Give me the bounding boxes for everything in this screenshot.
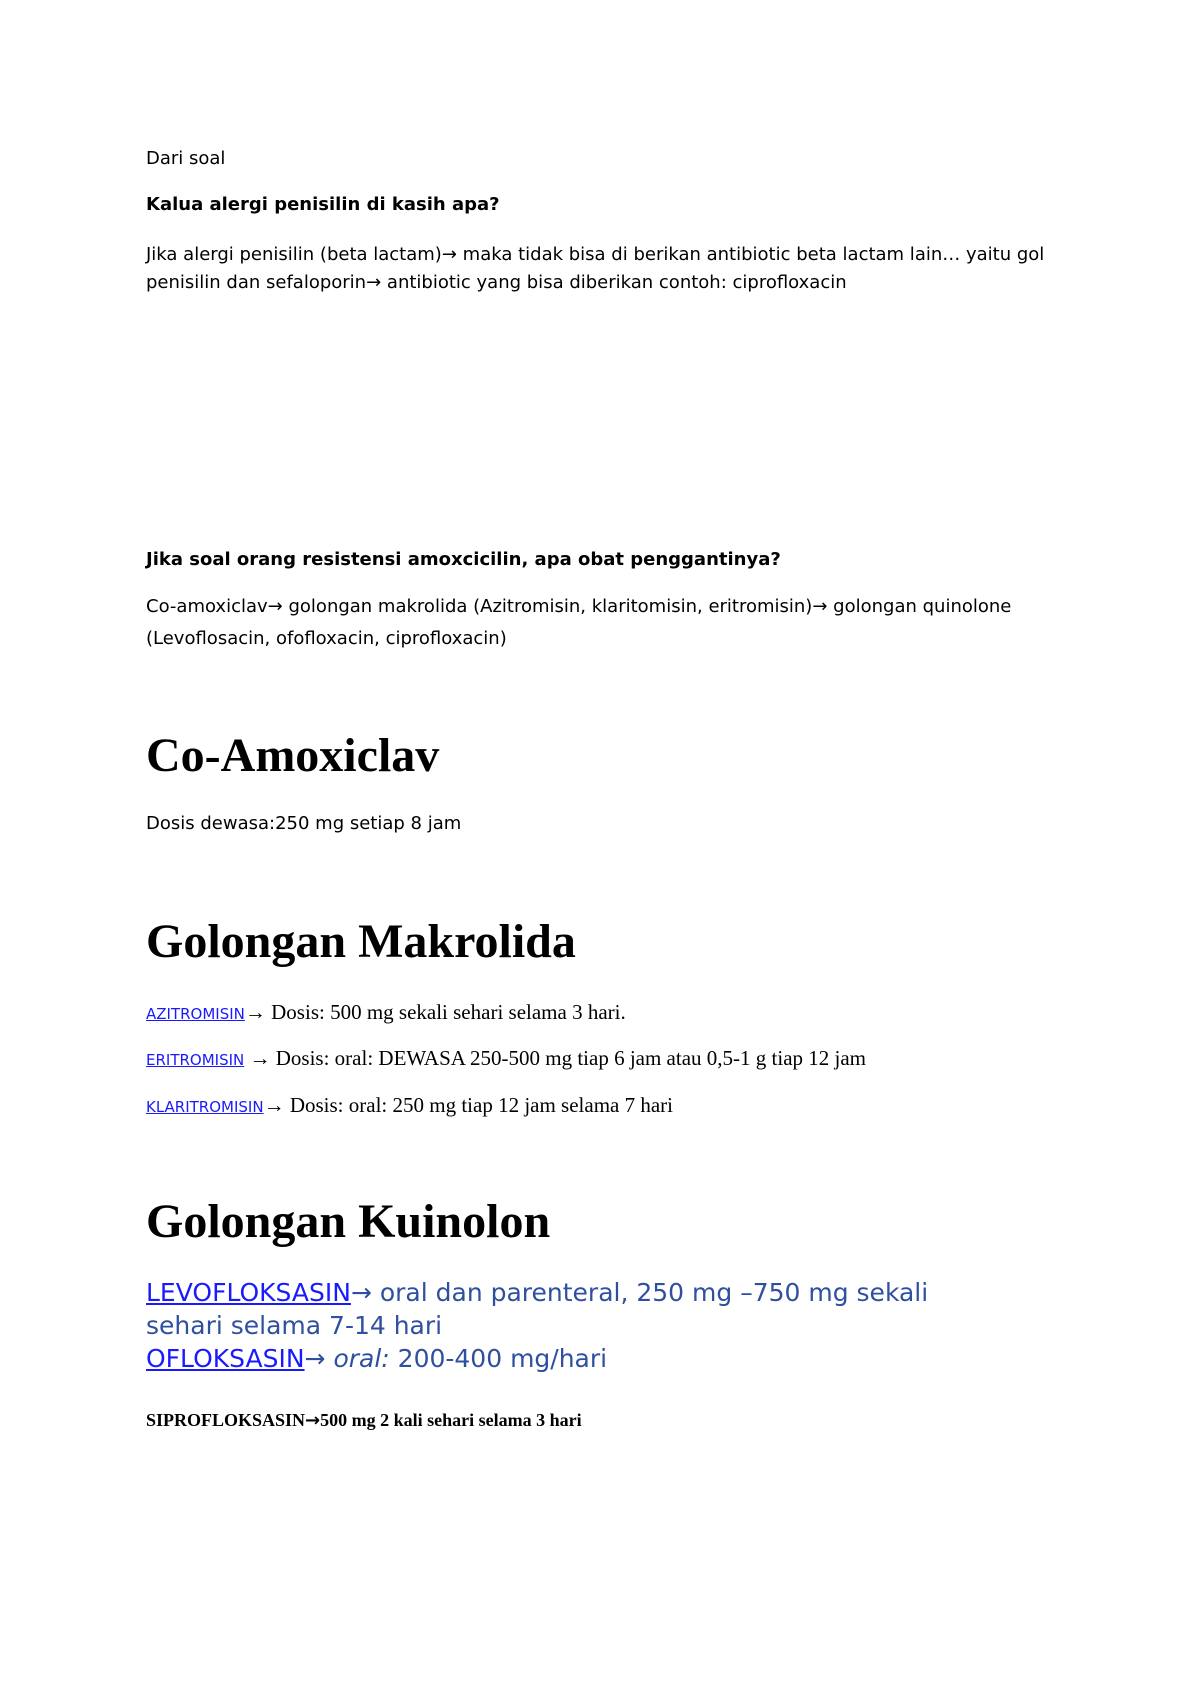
question-amoxicillin-resistance: Jika soal orang resistensi amoxcicilin, apa obat penggantinya? bbox=[146, 549, 781, 570]
dose-text: Dosis: oral: DEWASA 250-500 mg tiap 6 jam atau 0,5-1 g tiap 12 jam bbox=[270, 1046, 867, 1070]
arrow-icon: → bbox=[350, 1278, 372, 1307]
heading-golongan-kuinolon: Golongan Kuinolon bbox=[146, 1195, 551, 1248]
makrolida-item-azitromisin bbox=[146, 1000, 626, 1025]
arrow-icon: → bbox=[812, 596, 828, 617]
kuinolon-siprofloksasin bbox=[146, 1410, 582, 1431]
makrolida-item-klaritromisin bbox=[146, 1093, 673, 1118]
answer2-line-1 bbox=[146, 596, 1011, 617]
answer-text: Co-amoxiclav bbox=[146, 596, 268, 617]
drug-name: SIPROFLOKSASIN bbox=[146, 1410, 306, 1430]
heading-co-amoxiclav: Co-Amoxiclav bbox=[146, 729, 440, 782]
kuinolon-levofloksasin-line-1 bbox=[146, 1278, 928, 1307]
answer-text: golongan makrolida (Azitromisin, klaritomisin, eritromisin) bbox=[282, 596, 813, 617]
link-azitromisin[interactable]: AZITROMISIN bbox=[146, 1005, 245, 1023]
arrow-icon: → bbox=[304, 1344, 326, 1373]
kuinolon-ofloksasin bbox=[146, 1344, 607, 1373]
arrow-icon: → bbox=[263, 1093, 285, 1117]
arrow-icon: → bbox=[267, 596, 283, 617]
answer-text: Jika alergi penisilin (beta lactam) bbox=[146, 244, 442, 265]
link-ofloksasin[interactable]: OFLOKSASIN bbox=[146, 1344, 305, 1373]
answer-line-2 bbox=[146, 272, 847, 293]
dose-text: 200-400 mg/hari bbox=[389, 1344, 608, 1373]
dose-text: Dosis: oral: 250 mg tiap 12 jam selama 7 hari bbox=[284, 1093, 674, 1117]
answer-text: golongan quinolone bbox=[827, 596, 1012, 617]
link-levofloksasin[interactable]: LEVOFLOKSASIN bbox=[146, 1278, 351, 1307]
link-eritromisin[interactable]: ERITROMISIN bbox=[146, 1051, 245, 1069]
answer-text: maka tidak bisa di berikan antibiotic beta lactam lain… yaitu gol bbox=[456, 244, 1045, 265]
answer-text: penisilin dan sefaloporin bbox=[146, 272, 367, 293]
answer-line-1 bbox=[146, 244, 1044, 265]
arrow-icon: → bbox=[441, 244, 457, 265]
link-klaritromisin[interactable]: KLARITROMISIN bbox=[146, 1098, 264, 1116]
route-text: oral: bbox=[325, 1344, 390, 1373]
heading-golongan-makrolida: Golongan Makrolida bbox=[146, 915, 576, 968]
dose-text: 500 mg 2 kali sehari selama 3 hari bbox=[320, 1410, 582, 1430]
arrow-icon: → bbox=[305, 1410, 321, 1431]
dose-text: oral dan parenteral, 250 mg –750 mg sekali bbox=[371, 1278, 929, 1307]
intro-label: Dari soal bbox=[146, 148, 226, 169]
answer-text: antibiotic yang bisa diberikan contoh: ciprofloxacin bbox=[381, 272, 847, 293]
dose-text: Dosis: 500 mg sekali sehari selama 3 hari. bbox=[265, 1000, 626, 1024]
arrow-icon: → bbox=[244, 1000, 266, 1024]
question-penicillin-allergy: Kalua alergi penisilin di kasih apa? bbox=[146, 194, 500, 215]
answer2-line-2: (Levoflosacin, ofofloxacin, ciprofloxacin) bbox=[146, 628, 507, 649]
arrow-icon: → bbox=[366, 272, 382, 293]
co-amoxiclav-dose: Dosis dewasa:250 mg setiap 8 jam bbox=[146, 813, 462, 834]
kuinolon-levofloksasin-line-2: sehari selama 7-14 hari bbox=[146, 1311, 443, 1340]
makrolida-item-eritromisin bbox=[146, 1046, 866, 1071]
arrow-icon: → bbox=[249, 1046, 271, 1070]
